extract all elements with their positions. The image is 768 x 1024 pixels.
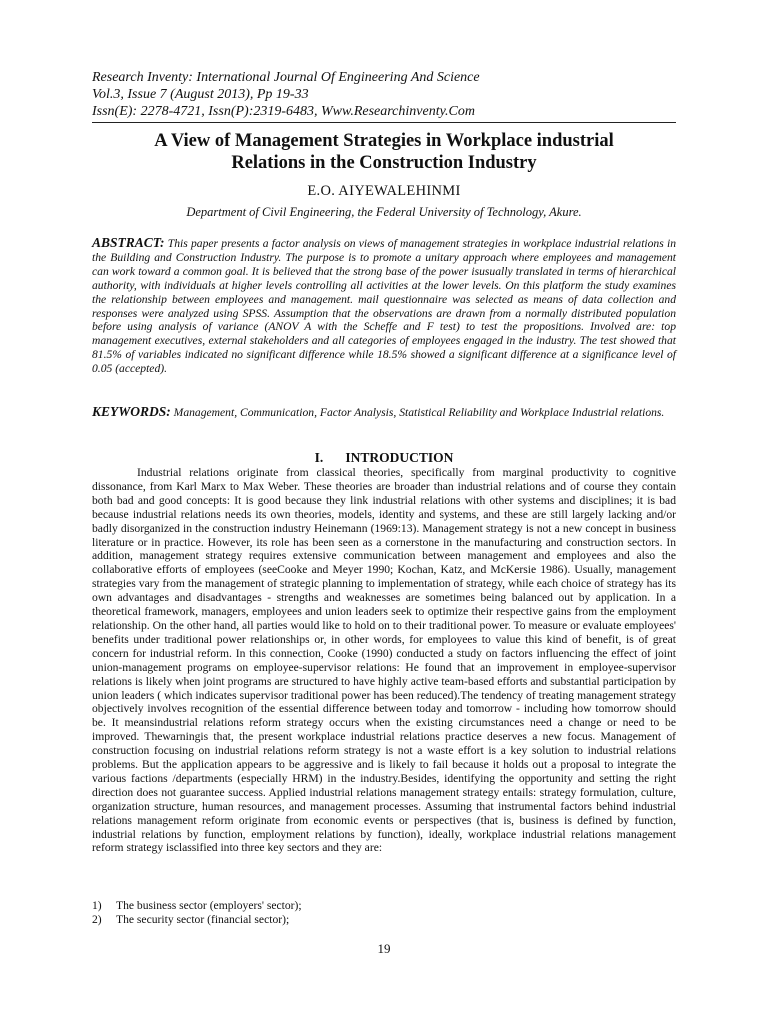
list-item-text: The security sector (financial sector); <box>116 913 290 926</box>
title-line-2: Relations in the Construction Industry <box>231 153 537 173</box>
journal-issn: Issn(E): 2278-4721, Issn(P):2319-6483, Www.Researchinventy.Com <box>92 104 475 119</box>
abstract-label: ABSTRACT: <box>92 235 165 250</box>
section-number: I. <box>314 450 324 465</box>
journal-volume: Vol.3, Issue 7 (August 2013), Pp 19-33 <box>92 87 309 102</box>
paper-title <box>92 130 676 174</box>
keywords-text: Management, Communication, Factor Analysis, Statistical Reliability and Workplace Industrial relations. <box>173 406 665 419</box>
list-item <box>92 913 676 927</box>
abstract <box>92 236 676 376</box>
header-divider <box>92 122 676 123</box>
title-line-1: A View of Management Strategies in Workplace industrial <box>154 131 614 151</box>
author-name: E.O. AIYEWALEHINMI <box>307 183 461 199</box>
introduction-body <box>92 466 676 855</box>
section-heading-introduction <box>92 450 676 466</box>
introduction-paragraph: Industrial relations originate from classical theories, specifically from marginal productivity to cognitive dissonance, from Karl Marx to Max Weber. These theories are broader than industrial relations and of course they contain both bad and good concepts: It is good because they link industrial relations with other systems and disciplines; it is bad because industrial relations needs its own theories, models, identity and systems, and these are still largely lacking and/or badly disorganized in the construction industry Heinemann (1969:13). Management strategy is not a new concept in business literature or in practice. However, its role has been seen as a cornerstone in the manufacturing and construction sectors. In addition, management strategy requires extensive communication between management and employees and also the collaborative efforts of employees (seeCooke and Meyer 1990; Kochan, Katz, and McKersie 1986). Usually, management strategies vary from the management of strategic planning to implementation of strategy, while each choice of strategy has its own advantages and disadvantages - strengths and weaknesses are sometimes being balanced out by application. In a theoretical framework, managers, employees and union leaders seek to optimize their respective gains from the employment relationship. On the other hand, all parties would like to hold on to their traditional power. To measure or evaluate employees' benefits under traditional power relationships or, in other words, for employees to value this kind of benefit, is of great concern for industrial reform. In this connection, Cooke (1990) conducted a study on factors influencing the effect of joint union-management programs on employee-supervisor relations: He found that an improvement in employee-supervisor relations is likely when joint programs are structured to have highly active team-based efforts and substantial participation by union leaders ( which indicates supervisor traditional power has been reduced).The tendency of treating management strategy objectively involves recognition of the essential difference between today and tomorrow - including how tomorrow should be. It meansindustrial relations reform strategy occurs when the existing circumstances need a change or need to be improved. Thewarningis that, the present workplace industrial relations practice deserves a new focus. Management of construction focusing on industrial relations reform strategy is not a waste effort is a key solution to industrial relations problems. But the application appears to be aggressive and is likely to fail because it holds out a proposal to integrate the various factions /departments (especially HRM) in the industry.Besides, identifying the opportunity and setting the right direction does not guarantee success. Applied industrial relations management strategy entails: strategy formulation, culture, organization structure, human resources, and management processes. Assuming that instrumental factors behind industrial relations management reform originate from economic events or perspectives (that is, business is defined by function, industrial relations by function, employment relations by function), ideally, workplace industrial relations management reform strategy isclassified into three key sectors and they are: <box>92 466 676 855</box>
section-title: INTRODUCTION <box>345 450 454 465</box>
sector-list <box>92 899 676 927</box>
list-item-number: 1) <box>92 899 102 912</box>
list-item <box>92 899 676 913</box>
journal-name: Research Inventy: International Journal Of Engineering And Science <box>92 70 480 85</box>
list-item-number: 2) <box>92 913 102 926</box>
keywords <box>92 405 676 420</box>
keywords-label: KEYWORDS: <box>92 404 171 419</box>
list-item-text: The business sector (employers' sector); <box>116 899 302 912</box>
abstract-text: This paper presents a factor analysis on views of management strategies in workplace industrial relations in the Building and Construction Industry. The purpose is to promote a unitary approach where employees and management can work toward a common goal. It is believed that the strong base of the power isusually translated in terms of hierarchical authority, with individuals at higher levels controlling all activities at the lower levels. On this platform the study examines the relationship between employees and management. mail questionnaire was selected as means of data collection and responses were analyzed using SPSS. Assumption that the observations are drawn from a normally distributed population before using analysis of variance (ANOV A with the Scheffe and F test) to test the propositions. Involved are: top management executives, external stakeholders and all categories of employees engaged in the industry. The test showed that 81.5% of variables indicated no significant difference while 18.5% showed a significant difference at a significance level of 0.05 (accepted). <box>92 237 677 376</box>
author-affiliation: Department of Civil Engineering, the Federal University of Technology, Akure. <box>186 205 582 219</box>
page-number: 19 <box>377 941 391 956</box>
journal-header <box>92 69 682 120</box>
